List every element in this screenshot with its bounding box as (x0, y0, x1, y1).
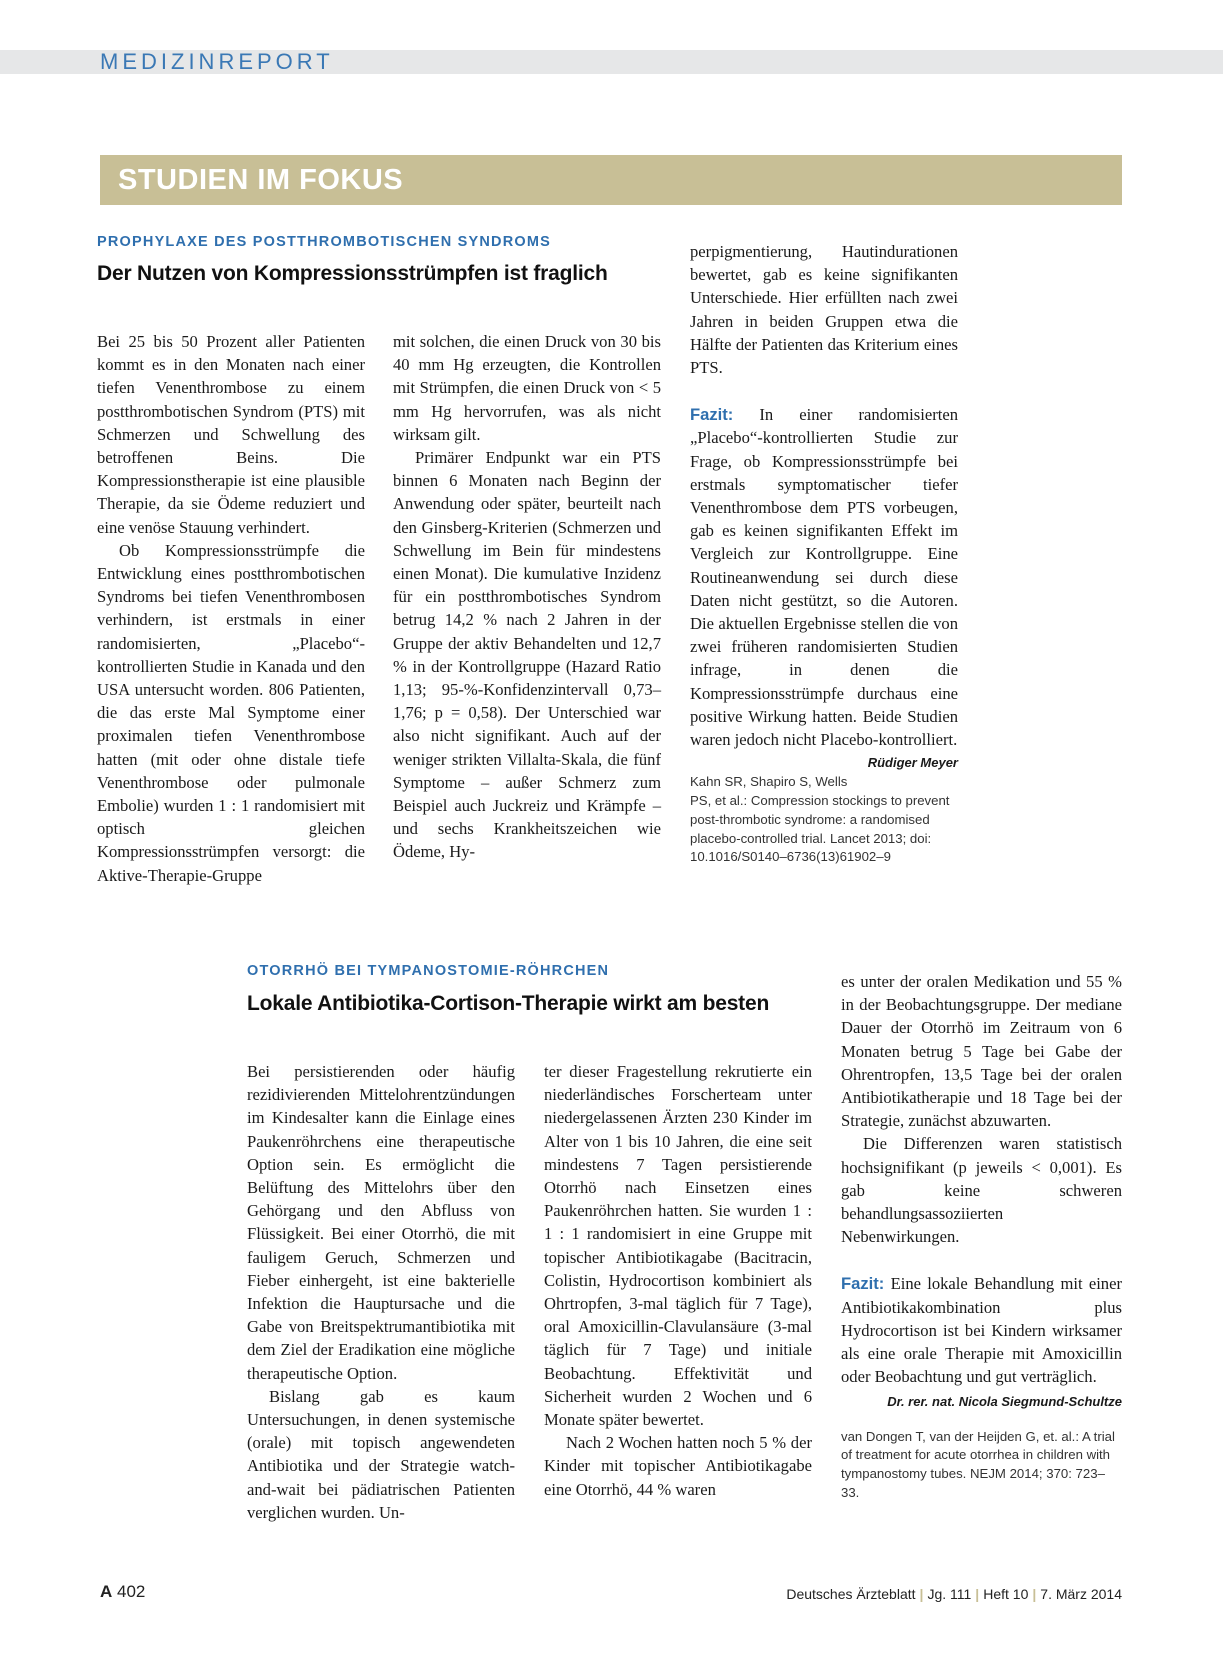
article2-author: Dr. rer. nat. Nicola Siegmund-Schultze (887, 1394, 1122, 1410)
article2-paragraph: Bei persistierenden oder häufig rezidivierenden Mittelohrentzündungen im Kindesalter kann die Einlage eines Paukenröhrchens eine therapeutische Option sein. Es ermöglicht die Belüftung des Mittelohrs über den Gehörgang und den Abfluss von Flüssigkeit. Bei einer Otorrhö, die mit fauligem Geruch, Schmerzen und Fieber einhergeht, ist eine bakterielle Infektion die Hauptursache und die Gabe von Breitspektrumantibiotika mit dem Ziel der Eradikation eine mögliche therapeutische Option. (247, 1062, 515, 1383)
journal-volume: Jg. 111 (927, 1586, 972, 1602)
article2-paragraph: ter dieser Fragestellung rekrutierte ein niederländisches Forscherteam unter niedergelassenen Ärzten 230 Kinder im Alter von 1 bis 10 Jahren, die eine seit mindestens 7 Tagen persistierende Otorrhö nach Einsetzen eines Paukenröhrchen hatten. Sie wurden 1 : 1 : 1 randomisiert in eine Gruppe mit topischer Antibiotikagabe (Bacitracin, Colistin, Hydrocortison kombiniert als Ohrtropfen, 3-mal täglich für 7 Tage), oral Amoxicillin-Clavulansäure (3-mal täglich für 7 Tage) und initiale Beobachtung. Effektivität und Sicherheit wurden 2 Wochen und 6 Monate später bewertet. (544, 1062, 812, 1430)
journal-issue: Heft 10 (983, 1586, 1029, 1602)
page-number (100, 1582, 145, 1602)
article2-column-2 (544, 1060, 812, 1501)
article2-paragraph: Nach 2 Wochen hatten noch 5 % der Kinder mit topischer Antibiotikagabe eine Otorrhö, 44 % waren (544, 1433, 812, 1499)
article2-kicker: OTORRHÖ BEI TYMPANOSTOMIE-RÖHRCHEN (247, 963, 610, 979)
page-prefix: A (100, 1582, 113, 1601)
article2-paragraph: Bislang gab es kaum Untersuchungen, in denen systemische (orale) mit topisch angewendeten Antibiotika und der Strategie watch-and-wait bei pädiatrischen Patienten verglichen wurden. Un- (247, 1386, 515, 1522)
article1-paragraph: Bei 25 bis 50 Prozent aller Patienten kommt es in den Monaten nach einer tiefen Venenthrombose zu einem postthrombotischen Syndrom (PTS) mit Schmerzen und Schwellung des betroffenen Beins. Die Kompressionstherapie ist eine plausible Therapie, da sie Ödeme reduziert und eine venöse Stauung verhindert. (97, 332, 365, 537)
article2-column-3 (841, 970, 1122, 1503)
fazit-label: Fazit: (690, 405, 734, 425)
section-banner (100, 155, 1122, 205)
article1-fazit (690, 403, 958, 771)
fazit-label: Fazit: (841, 1274, 885, 1294)
article2-column-1 (247, 1060, 515, 1524)
article1-column-3 (690, 240, 958, 867)
fazit-text: Eine lokale Behandlung mit einer Antibiotikakombination plus Hydrocortison ist bei Kindern wirksamer als eine orale Therapie mit Amoxicillin oder Beobachtung und gut verträglich. (841, 1274, 1122, 1387)
article2-headline: Lokale Antibiotika-Cortison-Therapie wirkt am besten (247, 992, 770, 1015)
article1-column-2 (393, 330, 661, 864)
article1-reference: Kahn SR, Shapiro S, Wells PS, et al.: Compression stockings to prevent post-thrombotic syndrome: a randomised placebo-controlled trial. Lancet 2013; doi: 10.1016/S0140–6736(13)61902–9 (690, 774, 950, 865)
article1-paragraph: mit solchen, die einen Druck von 30 bis 40 mm Hg erzeugten, die Kontrollen mit Strümpfen, die einen Druck von < 5 mm Hg hervorrufen, was als nicht wirksam gilt. (393, 332, 661, 444)
journal-date: 7. März 2014 (1040, 1586, 1122, 1602)
article1-kicker: PROPHYLAXE DES POSTTHROMBOTISCHEN SYNDROMS (97, 234, 552, 250)
article2-paragraph: es unter der oralen Medikation und 55 % in der Beobachtungsgruppe. Der mediane Dauer der Otorrhö im Zeitraum von 6 Monaten betrug 5 Tage bei Gabe der Ohrentropfen, 13,5 Tage bei der oralen Antibiotikatherapie und 18 Tage bei der Strategie, zunächst abzuwarten. (841, 972, 1122, 1131)
fazit-text: In einer randomisierten „Placebo“-kontrollierten Studie zur Frage, ob Kompressionsstrümpfe bei erstmals symptomatischer tiefer Venenthrombose dem PTS vorbeugen, gab es keinen signifikanten Effekt im Vergleich zur Kontrollgruppe. Eine Routineanwendung sei durch diese Daten nicht gestützt, so die Autoren. Die aktuellen Ergebnisse stellen die von zwei früheren randomisierten Studien infrage, in denen die Kompressionsstrümpfe durchaus eine positive Wirkung hatten. Beide Studien waren jedoch nicht Placebo-kontrolliert. (690, 405, 958, 750)
article1-paragraph: Ob Kompressionsstrümpfe die Entwicklung eines postthrombotischen Syndroms bei tiefen Venenthrombosen verhindern, ist erstmals in einer randomisierten, „Placebo“-kontrollierten Studie in Kanada und den USA untersucht worden. 806 Patienten, die das erste Mal Symptome einer proximalen tiefen Venenthrombose hatten (mit oder ohne distale tiefe Venenthrombose oder pulmonale Embolie) wurden 1 : 1 randomisiert mit optisch gleichen Kompressionsstrümpfen versorgt: die Aktive-Therapie-Gruppe (97, 540, 365, 885)
footer-citation: Deutsches Ärzteblatt | Jg. 111 | Heft 10 | 7. März 2014 (786, 1586, 1122, 1602)
page-number-value: 402 (117, 1582, 146, 1601)
article1-paragraph: Primärer Endpunkt war ein PTS binnen 6 Monaten nach Beginn der Anwendung oder später, beurteilt nach den Ginsberg-Kriterien (Schmerzen und Schwellung im Bein für mindestens einen Monat). Die kumulative Inzidenz für ein postthrombotisches Syndrom betrug 14,2 % nach 2 Jahren in der Gruppe der aktiv Behandelten und 12,7 % in der Kontrollgruppe (Hazard Ratio 1,13; 95-%-Konfidenzintervall 0,73–1,76; p = 0,58). Der Unterschied war also nicht signifikant. Auch auf der weniger strikten Villalta-Skala, die fünf Symptome – außer Schmerz zum Beispiel auch Juckreiz und Krämpfe – und sechs Krankheitszeichen wie Ödeme, Hy- (393, 448, 661, 862)
article1-author: Rüdiger Meyer (867, 755, 958, 771)
section-label: MEDIZINREPORT (100, 49, 334, 74)
article2-reference: van Dongen T, van der Heijden G, et. al.: A trial of treatment for acute otorrhea in children with tympanostomy tubes. NEJM 2014; 370: 723–33. (841, 1428, 1115, 1501)
article1-paragraph: perpigmentierung, Hautindurationen bewertet, gab es keine signifikanten Unterschiede. Hier erfüllten nach zwei Jahren in beiden Gruppen etwa die Hälfte der Patienten das Kriterium eines PTS. (690, 242, 958, 378)
article2-fazit (841, 1272, 1122, 1388)
article2-paragraph: Die Differenzen waren statistisch hochsignifikant (p jeweils < 0,001). Es gab keine schweren behandlungsassoziierten Nebenwirkungen. (841, 1134, 1122, 1247)
article1-column-1 (97, 330, 365, 887)
banner-title: STUDIEN IM FOKUS (118, 164, 404, 196)
journal-name: Deutsches Ärzteblatt (786, 1586, 916, 1602)
article1-headline: Der Nutzen von Kompressionsstrümpfen ist fraglich (97, 262, 608, 285)
